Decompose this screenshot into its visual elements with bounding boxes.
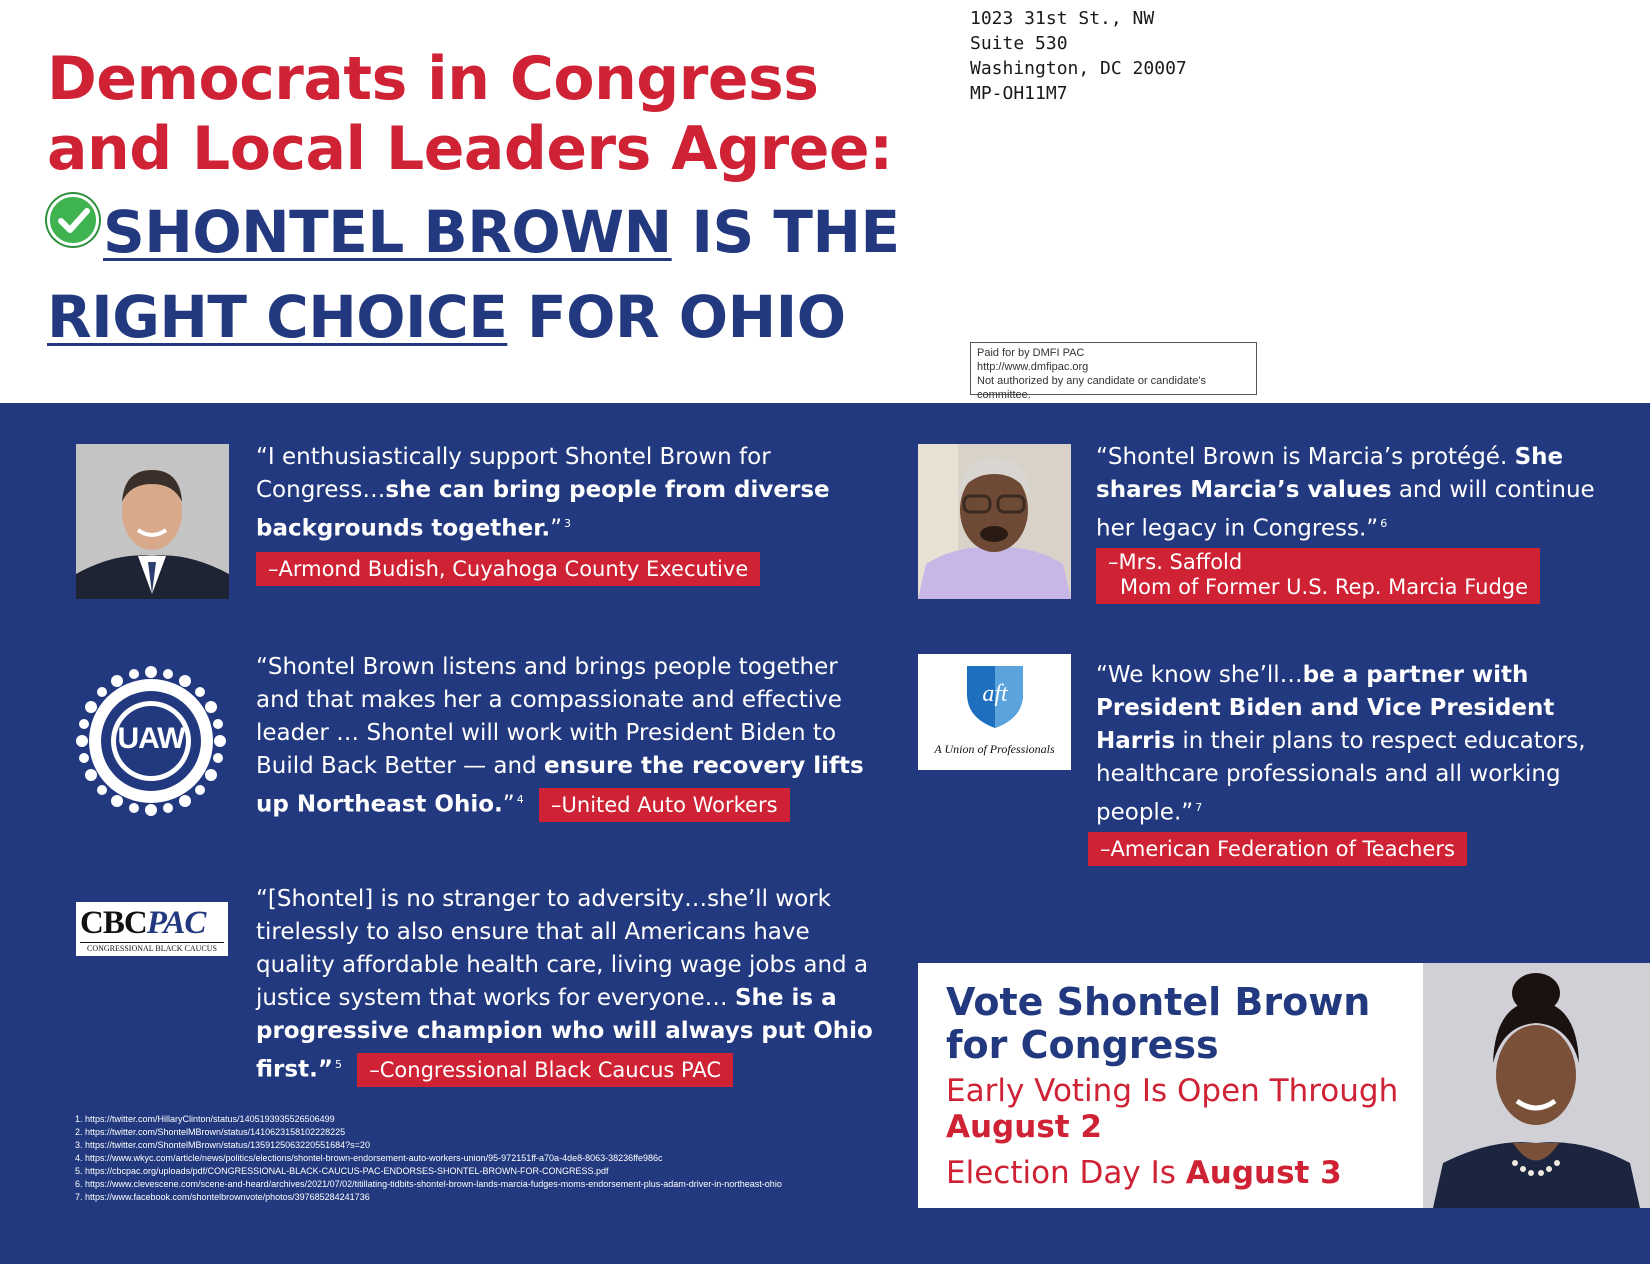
headline-is-the: IS THE [671, 198, 900, 266]
cbcpac-logo-cbc: CBC [80, 905, 147, 941]
saffold-footnote-ref: 6 [1380, 517, 1388, 530]
early-voting-text: Early Voting Is Open Through [946, 1073, 1399, 1109]
election-day-date: August 3 [1185, 1155, 1342, 1191]
aft-logo [918, 654, 1071, 770]
aft-quote-bold: be a partner with President Biden and Vice President Harris [1096, 662, 1555, 754]
footnote-1: 1. https://twitter.com/HillaryClinton/status/1405193935526506499 [75, 1114, 335, 1124]
return-address [970, 6, 1187, 106]
uaw-quote-text: “Shontel Brown listens and brings people together and that makes her a compassionate and effective leader … Shontel will work with President Biden to Build Back Better — and [256, 654, 842, 779]
cbcpac-logo-sub: CONGRESSIONAL BLACK CAUCUS [80, 942, 224, 954]
budish-quote-bold: she can bring people from diverse backgrounds together. [256, 477, 830, 542]
saffold-attribution [1096, 548, 1540, 604]
aft-footnote-ref: 7 [1195, 801, 1203, 814]
candidate-photo [1423, 963, 1650, 1208]
election-day-text: Election Day Is [946, 1155, 1186, 1191]
uaw-quote-bold: ensure the recovery lifts up Northeast Ohio. [256, 753, 864, 818]
headline-line-2: and Local Leaders Agree: [47, 114, 893, 184]
cbc-attribution: –Congressional Black Caucus PAC [357, 1053, 733, 1087]
early-voting-date: August 2 [946, 1109, 1102, 1145]
disclaimer-line-1: Paid for by DMFI PAC [977, 347, 1085, 359]
aft-quote-text: “We know she’ll… [1096, 662, 1303, 688]
uaw-quote-close: ” [502, 791, 515, 818]
disclaimer-line-2: http://www.dmfipac.org [977, 361, 1089, 373]
saffold-quote-text: “Shontel Brown is Marcia’s protégé. [1096, 444, 1515, 470]
paid-for-disclaimer [970, 342, 1257, 401]
vote-title: Vote Shontel Brown for Congress [946, 980, 1371, 1067]
budish-quote-close: ” [550, 515, 562, 542]
saffold-quote-close: and will continue her legacy in Congress.” [1096, 477, 1595, 542]
aft-quote-close: in their plans to respect educators, healthcare professionals and all working people.” [1096, 728, 1586, 826]
cbc-quote-text: “[Shontel] is no stranger to adversity…she’ll work tirelessly to also ensure that all Americans have quality affordable health care, living wage jobs and a justice system that works for everyone… [256, 886, 869, 1011]
saffold-photo [918, 444, 1071, 599]
cbc-quote-close: ” [317, 1056, 333, 1083]
disclaimer-line-3: Not authorized by any candidate or candidate's committee. [977, 375, 1206, 401]
budish-photo [76, 444, 229, 599]
uaw-attribution: –United Auto Workers [539, 788, 790, 822]
saffold-quote [1096, 441, 1636, 604]
cbc-quote-bold: She is a progressive champion who will always put Ohio first. [256, 985, 873, 1083]
footnote-2: 2. https://twitter.com/ShontelMBrown/status/1410623158102228225 [75, 1127, 346, 1137]
aft-attribution: –American Federation of Teachers [1088, 832, 1467, 866]
uaw-footnote-ref: 4 [516, 793, 524, 806]
aft-logo-sub: A Union of Professionals [934, 742, 1055, 756]
address-line-1: 1023 31st St., NW [970, 8, 1155, 29]
vote-callout [918, 963, 1650, 1208]
budish-quote [256, 441, 886, 586]
footnotes [75, 1113, 782, 1204]
saffold-attribution-line-2: Mom of Former U.S. Rep. Marcia Fudge [1120, 574, 1529, 599]
cbc-quote [256, 883, 886, 1087]
checkmark-icon [47, 194, 99, 246]
saffold-quote-bold: She shares Marcia’s values [1096, 444, 1564, 503]
saffold-attribution-line-1: –Mrs. Saffold [1108, 549, 1243, 574]
cbcpac-logo-pac: PAC [146, 905, 206, 941]
candidate-name-underlined: SHONTEL BROWN [103, 198, 672, 266]
header-section [0, 0, 1650, 403]
footnote-4: 4. https://www.wkyc.com/article/news/politics/elections/shontel-brown-endorsement-auto-workers-union/95-972151ff-a70a-4de8-8063-38236ffe986c [75, 1153, 663, 1163]
headline-line-1: Democrats in Congress [47, 44, 819, 114]
uaw-logo [70, 660, 232, 822]
cbc-footnote-ref: 5 [334, 1058, 342, 1071]
uaw-logo-text: UAW [117, 722, 185, 755]
headline-for-ohio: FOR OHIO [507, 283, 846, 351]
budish-footnote-ref: 3 [563, 517, 571, 530]
headline-red [47, 44, 947, 184]
budish-quote-text: “I enthusiastically support Shontel Brown for Congress… [256, 444, 771, 503]
footnote-3: 3. https://twitter.com/ShontelMBrown/status/1359125063220551684?s=20 [75, 1140, 370, 1150]
aft-logo-text: aft [982, 681, 1008, 707]
address-line-4: MP-OH11M7 [970, 83, 1068, 104]
address-line-3: Washington, DC 20007 [970, 58, 1187, 79]
headline-blue [47, 190, 967, 360]
early-voting [946, 1073, 1416, 1145]
right-choice-underlined: RIGHT CHOICE [47, 283, 508, 351]
budish-attribution: –Armond Budish, Cuyahoga County Executive [256, 552, 760, 586]
footnote-7: 7. https://www.facebook.com/shontelbrownvote/photos/397685284241736 [75, 1192, 370, 1202]
address-line-2: Suite 530 [970, 33, 1068, 54]
aft-quote [1096, 659, 1616, 866]
uaw-quote [256, 651, 886, 822]
cbcpac-logo [76, 902, 228, 956]
footnote-5: 5. https://cbcpac.org/uploads/pdf/CONGRESSIONAL-BLACK-CAUCUS-PAC-ENDORSES-SHONTEL-BROWN-FOR-CONGRESS.pdf [75, 1166, 609, 1176]
footnote-6: 6. https://www.clevescene.com/scene-and-heard/archives/2021/07/02/titillating-tidbits-shontel-brown-lands-marcia-fudges-moms-endorsement-plus-adam-driver-in-northeast-ohio [75, 1179, 782, 1189]
election-day [946, 1155, 1416, 1191]
